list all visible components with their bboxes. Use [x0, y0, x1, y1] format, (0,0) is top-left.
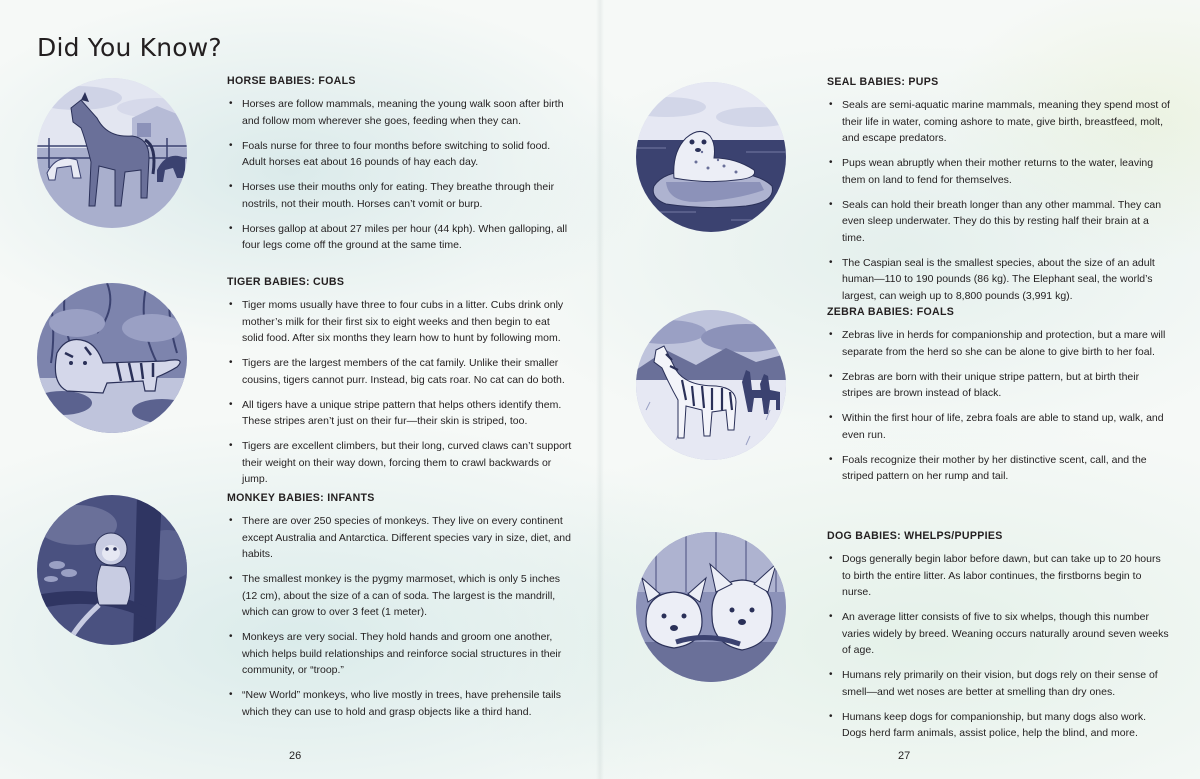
zebra-illustration [636, 310, 786, 460]
bullet-item: • Seals are semi-aquatic marine mammals, meaning they spend most of their life in water, coming ashore to mate, give birth, breastfeed, molt, and escape predators. [827, 97, 1172, 147]
bullet-item: • Horses use their mouths only for eating. They breathe through their nostrils, not their mouth. Horses can’t vomit or burp. [227, 179, 572, 212]
section-heading: TIGER BABIES: CUBS [227, 276, 345, 288]
section-heading: ZEBRA BABIES: FOALS [827, 306, 955, 318]
bullet-list [827, 97, 1172, 304]
seal-section [827, 76, 1172, 313]
section-heading: SEAL BABIES: PUPS [827, 76, 939, 88]
bullet-item: • Tigers are excellent climbers, but their long, curved claws can’t support their weight on their way down, forcing them to crawl backwards or jump. [227, 438, 572, 488]
bullet-item: • Seals can hold their breath longer than any other mammal. They can even sleep underwater. They do this by resting half their brain at a time. [827, 197, 1172, 247]
bullet-item: • Foals recognize their mother by her distinctive scent, call, and the striped pattern on her rump and tail. [827, 452, 1172, 485]
section-heading: MONKEY BABIES: INFANTS [227, 492, 375, 504]
monkey-section [227, 492, 572, 729]
seal-pup-illustration [636, 82, 786, 232]
bullet-item: • Pups wean abruptly when their mother returns to the water, leaving them on land to fend for themselves. [827, 155, 1172, 188]
monkey-illustration [37, 495, 187, 645]
bullet-item: • Tiger moms usually have three to four cubs in a litter. Cubs drink only mother’s milk for their first six to eight weeks and then begin to eat solid food. After six months they learn how to hunt by following mom. [227, 297, 572, 347]
bullet-item: • There are over 250 species of monkeys. They live on every continent except Australia and Antarctica. Different species vary in size, diet, and habits. [227, 513, 572, 563]
dog-section [827, 530, 1172, 750]
right-page [600, 0, 1200, 779]
bullet-list [827, 551, 1172, 742]
bullet-list [227, 297, 572, 488]
page-number: 27 [898, 750, 911, 762]
bullet-item: • Monkeys are very social. They hold hands and groom one another, which helps build relationships and reinforce social structures in their community, or “troop.” [227, 629, 572, 679]
section-heading: HORSE BABIES: FOALS [227, 75, 356, 87]
page-title: Did You Know? [37, 33, 222, 62]
bullet-item: • Dogs generally begin labor before dawn, but can take up to 20 hours to birth the entire litter. As labor continues, the firstborns begin to nurse. [827, 551, 1172, 601]
bullet-item: • The smallest monkey is the pygmy marmoset, which is only 5 inches (12 cm), about the size of a can of soda. The largest is the mandrill, which can grow to over 3 feet (1 meter). [227, 571, 572, 621]
bullet-item: • Horses gallop at about 27 miles per hour (44 kph). When galloping, all four legs come off the ground at the same time. [227, 221, 572, 254]
bullet-list [227, 96, 572, 254]
bullet-item: • All tigers have a unique stripe pattern that helps others identify them. These stripes aren’t just on their fur—their skin is striped, too. [227, 397, 572, 430]
puppies-illustration [636, 532, 786, 682]
bullet-item: • Humans keep dogs for companionship, but many dogs also work. Dogs herd farm animals, assist police, help the blind, and more. [827, 709, 1172, 742]
bullet-list [827, 327, 1172, 485]
bullet-item: • Zebras live in herds for companionship and protection, but a mare will separate from the herd so she can be alone to give birth to her foal. [827, 327, 1172, 360]
bullet-item: • Zebras are born with their unique stripe pattern, but at birth their stripes are brown instead of black. [827, 369, 1172, 402]
bullet-item: • Tigers are the largest members of the cat family. Unlike their smaller cousins, tigers cannot purr. Instead, big cats roar. No cat can do both. [227, 355, 572, 388]
bullet-item: • Horses are follow mammals, meaning the young walk soon after birth and follow mom wherever she goes, feeding when they can. [227, 96, 572, 129]
tiger-section [227, 276, 572, 496]
horse-section [227, 75, 572, 262]
section-heading: DOG BABIES: WHELPS/PUPPIES [827, 530, 1003, 542]
bullet-item: • Humans rely primarily on their vision, but dogs rely on their sense of smell—and wet noses are better at smelling than dry ones. [827, 667, 1172, 700]
bullet-list [227, 513, 572, 720]
page-number: 26 [289, 750, 302, 762]
bullet-item: • Within the first hour of life, zebra foals are able to stand up, walk, and even run. [827, 410, 1172, 443]
bullet-item: • The Caspian seal is the smallest species, about the size of an adult human—110 to 190 pounds (86 kg). The Elephant seal, the world’s largest, can weigh up to 8,800 pounds (3,991 kg). [827, 255, 1172, 305]
bullet-item: • “New World” monkeys, who live mostly in trees, have prehensile tails which they can use to hold and grasp objects like a third hand. [227, 687, 572, 720]
horse-illustration [37, 78, 187, 228]
zebra-section [827, 306, 1172, 493]
bullet-item: • Foals nurse for three to four months before switching to solid food. Adult horses eat about 16 pounds of hay each day. [227, 138, 572, 171]
bullet-item: • An average litter consists of five to six whelps, though this number varies widely by breed. Weaning occurs naturally around seven weeks of age. [827, 609, 1172, 659]
tiger-cub-illustration [37, 283, 187, 433]
